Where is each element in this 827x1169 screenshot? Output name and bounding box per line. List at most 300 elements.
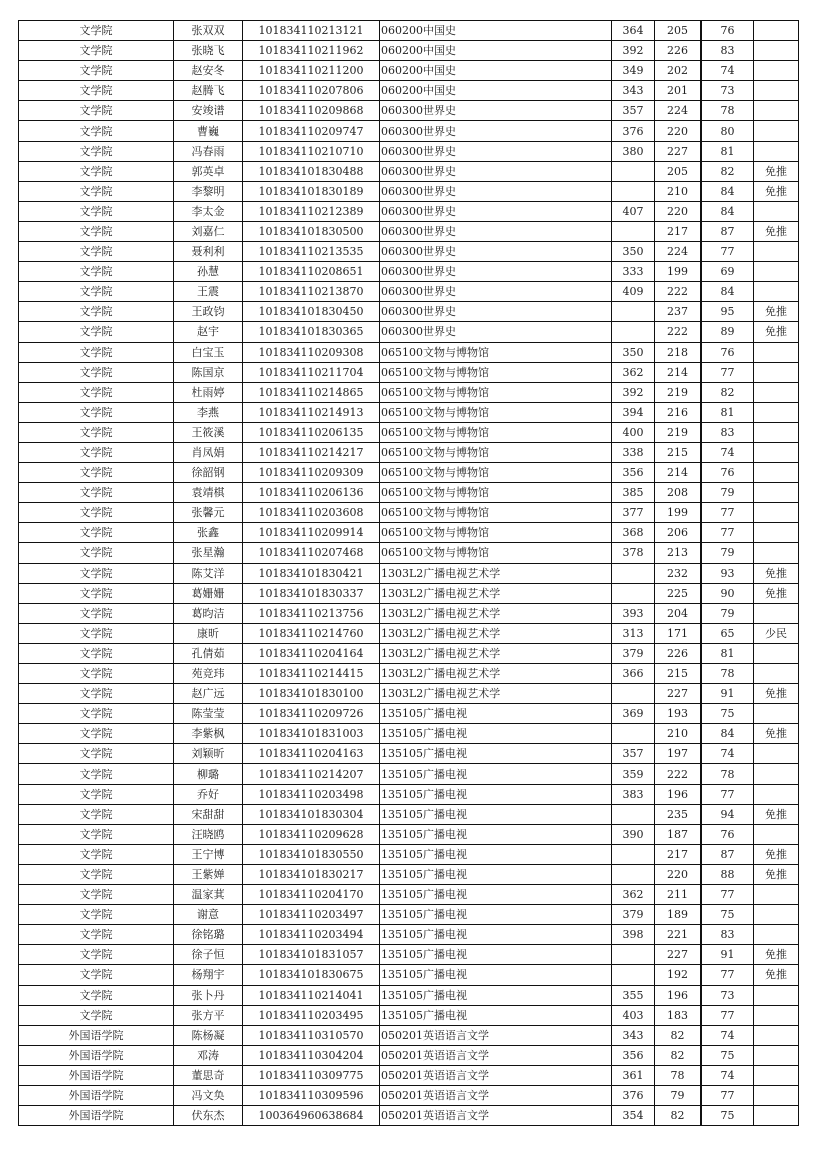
table-row: [19, 925, 799, 945]
note-cell: [754, 764, 799, 784]
final-score-cell: 84: [701, 201, 754, 221]
final-score-cell: 74: [701, 1025, 754, 1045]
total-score-cell: [612, 161, 655, 181]
table-row: [19, 221, 799, 241]
candidate-id-cell: 101834110304204: [243, 1045, 380, 1065]
name-cell: 张鑫: [174, 523, 243, 543]
prelim-score-cell: 196: [655, 784, 702, 804]
prelim-score-cell: 224: [655, 242, 702, 262]
note-cell: [754, 885, 799, 905]
prelim-score-cell: 216: [655, 402, 702, 422]
name-cell: 徐铭璐: [174, 925, 243, 945]
final-score-cell: 77: [701, 523, 754, 543]
name-cell: 白宝玉: [174, 342, 243, 362]
college-cell: 文学院: [19, 201, 174, 221]
table-row: [19, 141, 799, 161]
prelim-score-cell: 227: [655, 945, 702, 965]
major-cell: 065100文物与博物馆: [380, 503, 612, 523]
prelim-score-cell: 214: [655, 463, 702, 483]
note-cell: [754, 362, 799, 382]
candidate-id-cell: 100364960638684: [243, 1106, 380, 1126]
table-row: [19, 985, 799, 1005]
note-cell: [754, 201, 799, 221]
candidate-id-cell: 101834110204164: [243, 643, 380, 663]
name-cell: 刘颖昕: [174, 744, 243, 764]
table-row: [19, 1025, 799, 1045]
note-cell: [754, 21, 799, 41]
total-score-cell: 403: [612, 1005, 655, 1025]
table-row: [19, 21, 799, 41]
total-score-cell: 407: [612, 201, 655, 221]
college-cell: 文学院: [19, 282, 174, 302]
candidate-id-cell: 101834110203498: [243, 784, 380, 804]
name-cell: 张双双: [174, 21, 243, 41]
total-score-cell: 355: [612, 985, 655, 1005]
name-cell: 伏东杰: [174, 1106, 243, 1126]
table-row: [19, 1106, 799, 1126]
final-score-cell: 77: [701, 503, 754, 523]
major-cell: 135105广播电视: [380, 804, 612, 824]
major-cell: 060300世界史: [380, 181, 612, 201]
college-cell: 文学院: [19, 1005, 174, 1025]
table-row: [19, 623, 799, 643]
note-cell: [754, 402, 799, 422]
final-score-cell: 75: [701, 704, 754, 724]
note-cell: [754, 81, 799, 101]
table-row: [19, 744, 799, 764]
name-cell: 邓涛: [174, 1045, 243, 1065]
college-cell: 文学院: [19, 804, 174, 824]
total-score-cell: 383: [612, 784, 655, 804]
total-score-cell: 385: [612, 483, 655, 503]
table-row: [19, 864, 799, 884]
candidate-id-cell: 101834110206136: [243, 483, 380, 503]
note-cell: [754, 262, 799, 282]
note-cell: [754, 442, 799, 462]
final-score-cell: 87: [701, 844, 754, 864]
final-score-cell: 81: [701, 643, 754, 663]
candidate-id-cell: 101834110203494: [243, 925, 380, 945]
prelim-score-cell: 211: [655, 885, 702, 905]
prelim-score-cell: 235: [655, 804, 702, 824]
candidate-id-cell: 101834110204163: [243, 744, 380, 764]
total-score-cell: 379: [612, 905, 655, 925]
total-score-cell: [612, 563, 655, 583]
candidate-id-cell: 101834101830100: [243, 684, 380, 704]
college-cell: 文学院: [19, 643, 174, 663]
name-cell: 聂利利: [174, 242, 243, 262]
table-row: [19, 161, 799, 181]
candidate-id-cell: 101834110213535: [243, 242, 380, 262]
total-score-cell: 356: [612, 463, 655, 483]
name-cell: 李燕: [174, 402, 243, 422]
note-cell: [754, 61, 799, 81]
name-cell: 李紫枫: [174, 724, 243, 744]
candidate-id-cell: 101834101830500: [243, 221, 380, 241]
note-cell: 免推: [754, 583, 799, 603]
note-cell: [754, 1045, 799, 1065]
name-cell: 徐子恒: [174, 945, 243, 965]
table-row: [19, 382, 799, 402]
total-score-cell: 380: [612, 141, 655, 161]
table-row: [19, 945, 799, 965]
prelim-score-cell: 206: [655, 523, 702, 543]
final-score-cell: 83: [701, 925, 754, 945]
table-row: [19, 61, 799, 81]
major-cell: 135105广播电视: [380, 885, 612, 905]
total-score-cell: 349: [612, 61, 655, 81]
candidate-id-cell: 101834110214760: [243, 623, 380, 643]
table-row: [19, 302, 799, 322]
total-score-cell: 343: [612, 1025, 655, 1045]
note-cell: 免推: [754, 302, 799, 322]
final-score-cell: 81: [701, 141, 754, 161]
name-cell: 苑竞玮: [174, 664, 243, 684]
note-cell: 免推: [754, 844, 799, 864]
college-cell: 文学院: [19, 844, 174, 864]
final-score-cell: 77: [701, 784, 754, 804]
candidate-id-cell: 101834110209747: [243, 121, 380, 141]
table-row: [19, 1005, 799, 1025]
major-cell: 135105广播电视: [380, 985, 612, 1005]
major-cell: 065100文物与博物馆: [380, 483, 612, 503]
college-cell: 文学院: [19, 422, 174, 442]
table-row: [19, 503, 799, 523]
final-score-cell: 89: [701, 322, 754, 342]
final-score-cell: 83: [701, 41, 754, 61]
prelim-score-cell: 217: [655, 844, 702, 864]
college-cell: 文学院: [19, 543, 174, 563]
college-cell: 外国语学院: [19, 1065, 174, 1085]
final-score-cell: 83: [701, 422, 754, 442]
final-score-cell: 87: [701, 221, 754, 241]
table-row: [19, 362, 799, 382]
candidate-id-cell: 101834101830365: [243, 322, 380, 342]
prelim-score-cell: 215: [655, 664, 702, 684]
name-cell: 张馨元: [174, 503, 243, 523]
final-score-cell: 91: [701, 945, 754, 965]
final-score-cell: 79: [701, 543, 754, 563]
major-cell: 1303L2广播电视艺术学: [380, 623, 612, 643]
final-score-cell: 81: [701, 402, 754, 422]
prelim-score-cell: 210: [655, 181, 702, 201]
table-row: [19, 603, 799, 623]
college-cell: 文学院: [19, 181, 174, 201]
table-row: [19, 965, 799, 985]
note-cell: [754, 282, 799, 302]
candidate-id-cell: 101834110209309: [243, 463, 380, 483]
final-score-cell: 74: [701, 1065, 754, 1085]
college-cell: 文学院: [19, 221, 174, 241]
final-score-cell: 77: [701, 1085, 754, 1105]
prelim-score-cell: 226: [655, 41, 702, 61]
final-score-cell: 84: [701, 724, 754, 744]
total-score-cell: 338: [612, 442, 655, 462]
major-cell: 065100文物与博物馆: [380, 342, 612, 362]
total-score-cell: [612, 804, 655, 824]
major-cell: 065100文物与博物馆: [380, 362, 612, 382]
note-cell: [754, 824, 799, 844]
name-cell: 徐韶钢: [174, 463, 243, 483]
table-row: [19, 41, 799, 61]
college-cell: 文学院: [19, 121, 174, 141]
college-cell: 文学院: [19, 322, 174, 342]
prelim-score-cell: 222: [655, 282, 702, 302]
candidate-id-cell: 101834101830304: [243, 804, 380, 824]
candidate-id-cell: 101834110211962: [243, 41, 380, 61]
name-cell: 冯文奂: [174, 1085, 243, 1105]
prelim-score-cell: 193: [655, 704, 702, 724]
major-cell: 135105广播电视: [380, 945, 612, 965]
note-cell: [754, 1085, 799, 1105]
college-cell: 文学院: [19, 61, 174, 81]
name-cell: 赵宇: [174, 322, 243, 342]
table-body: [19, 21, 799, 1126]
total-score-cell: [612, 221, 655, 241]
final-score-cell: 77: [701, 1005, 754, 1025]
table-row: [19, 824, 799, 844]
major-cell: 135105广播电视: [380, 925, 612, 945]
candidate-id-cell: 101834110210710: [243, 141, 380, 161]
college-cell: 文学院: [19, 764, 174, 784]
college-cell: 文学院: [19, 242, 174, 262]
prelim-score-cell: 197: [655, 744, 702, 764]
college-cell: 文学院: [19, 664, 174, 684]
prelim-score-cell: 82: [655, 1106, 702, 1126]
table-row: [19, 563, 799, 583]
total-score-cell: 361: [612, 1065, 655, 1085]
note-cell: 免推: [754, 945, 799, 965]
final-score-cell: 77: [701, 362, 754, 382]
major-cell: 060200中国史: [380, 21, 612, 41]
name-cell: 王筱溪: [174, 422, 243, 442]
total-score-cell: [612, 864, 655, 884]
major-cell: 060300世界史: [380, 101, 612, 121]
note-cell: [754, 121, 799, 141]
prelim-score-cell: 226: [655, 643, 702, 663]
total-score-cell: 369: [612, 704, 655, 724]
final-score-cell: 78: [701, 664, 754, 684]
name-cell: 陈杨凝: [174, 1025, 243, 1045]
total-score-cell: 409: [612, 282, 655, 302]
major-cell: 060300世界史: [380, 262, 612, 282]
total-score-cell: [612, 945, 655, 965]
name-cell: 王宁博: [174, 844, 243, 864]
college-cell: 文学院: [19, 21, 174, 41]
prelim-score-cell: 232: [655, 563, 702, 583]
candidate-id-cell: 101834110209308: [243, 342, 380, 362]
name-cell: 曹巍: [174, 121, 243, 141]
college-cell: 文学院: [19, 101, 174, 121]
candidate-id-cell: 101834110203495: [243, 1005, 380, 1025]
major-cell: 065100文物与博物馆: [380, 402, 612, 422]
college-cell: 文学院: [19, 342, 174, 362]
final-score-cell: 76: [701, 21, 754, 41]
prelim-score-cell: 205: [655, 161, 702, 181]
table-row: [19, 1085, 799, 1105]
name-cell: 康昕: [174, 623, 243, 643]
college-cell: 文学院: [19, 81, 174, 101]
college-cell: 文学院: [19, 362, 174, 382]
table-row: [19, 342, 799, 362]
candidate-id-cell: 101834110213870: [243, 282, 380, 302]
college-cell: 文学院: [19, 905, 174, 925]
note-cell: [754, 1005, 799, 1025]
college-cell: 文学院: [19, 141, 174, 161]
name-cell: 安竣谱: [174, 101, 243, 121]
final-score-cell: 77: [701, 965, 754, 985]
prelim-score-cell: 202: [655, 61, 702, 81]
final-score-cell: 95: [701, 302, 754, 322]
major-cell: 135105广播电视: [380, 1005, 612, 1025]
name-cell: 陈莹莹: [174, 704, 243, 724]
major-cell: 065100文物与博物馆: [380, 442, 612, 462]
major-cell: 060200中国史: [380, 41, 612, 61]
name-cell: 杨翔宇: [174, 965, 243, 985]
prelim-score-cell: 220: [655, 864, 702, 884]
table-row: [19, 724, 799, 744]
total-score-cell: 376: [612, 1085, 655, 1105]
table-row: [19, 764, 799, 784]
prelim-score-cell: 205: [655, 21, 702, 41]
college-cell: 文学院: [19, 704, 174, 724]
table-row: [19, 282, 799, 302]
prelim-score-cell: 227: [655, 141, 702, 161]
name-cell: 温家萁: [174, 885, 243, 905]
prelim-score-cell: 215: [655, 442, 702, 462]
note-cell: 免推: [754, 724, 799, 744]
major-cell: 060300世界史: [380, 282, 612, 302]
final-score-cell: 91: [701, 684, 754, 704]
table-row: [19, 322, 799, 342]
major-cell: 135105广播电视: [380, 864, 612, 884]
major-cell: 1303L2广播电视艺术学: [380, 603, 612, 623]
college-cell: 文学院: [19, 784, 174, 804]
college-cell: 文学院: [19, 262, 174, 282]
major-cell: 060300世界史: [380, 302, 612, 322]
candidate-id-cell: 101834110211200: [243, 61, 380, 81]
major-cell: 065100文物与博物馆: [380, 382, 612, 402]
college-cell: 文学院: [19, 985, 174, 1005]
major-cell: 1303L2广播电视艺术学: [380, 664, 612, 684]
name-cell: 张方平: [174, 1005, 243, 1025]
total-score-cell: [612, 322, 655, 342]
prelim-score-cell: 196: [655, 985, 702, 1005]
major-cell: 065100文物与博物馆: [380, 422, 612, 442]
candidate-id-cell: 101834101831057: [243, 945, 380, 965]
major-cell: 065100文物与博物馆: [380, 463, 612, 483]
final-score-cell: 69: [701, 262, 754, 282]
major-cell: 1303L2广播电视艺术学: [380, 583, 612, 603]
prelim-score-cell: 218: [655, 342, 702, 362]
name-cell: 赵广远: [174, 684, 243, 704]
name-cell: 李太金: [174, 201, 243, 221]
college-cell: 文学院: [19, 885, 174, 905]
name-cell: 宋甜甜: [174, 804, 243, 824]
final-score-cell: 79: [701, 483, 754, 503]
prelim-score-cell: 189: [655, 905, 702, 925]
total-score-cell: 377: [612, 503, 655, 523]
prelim-score-cell: 210: [655, 724, 702, 744]
major-cell: 050201英语语言文学: [380, 1025, 612, 1045]
note-cell: 免推: [754, 965, 799, 985]
table-row: [19, 201, 799, 221]
name-cell: 冯春雨: [174, 141, 243, 161]
note-cell: [754, 422, 799, 442]
candidate-id-cell: 101834110214041: [243, 985, 380, 1005]
candidate-id-cell: 101834110213121: [243, 21, 380, 41]
final-score-cell: 73: [701, 985, 754, 1005]
table-row: [19, 664, 799, 684]
college-cell: 文学院: [19, 623, 174, 643]
prelim-score-cell: 78: [655, 1065, 702, 1085]
prelim-score-cell: 82: [655, 1045, 702, 1065]
major-cell: 060300世界史: [380, 322, 612, 342]
name-cell: 陈国京: [174, 362, 243, 382]
college-cell: 文学院: [19, 744, 174, 764]
major-cell: 065100文物与博物馆: [380, 543, 612, 563]
candidate-id-cell: 101834110212389: [243, 201, 380, 221]
total-score-cell: 333: [612, 262, 655, 282]
table-row: [19, 422, 799, 442]
candidate-id-cell: 101834110209868: [243, 101, 380, 121]
college-cell: 文学院: [19, 442, 174, 462]
note-cell: 免推: [754, 864, 799, 884]
table-row: [19, 101, 799, 121]
major-cell: 1303L2广播电视艺术学: [380, 643, 612, 663]
college-cell: 文学院: [19, 864, 174, 884]
note-cell: [754, 784, 799, 804]
major-cell: 135105广播电视: [380, 965, 612, 985]
college-cell: 文学院: [19, 41, 174, 61]
table-row: [19, 402, 799, 422]
note-cell: 免推: [754, 563, 799, 583]
name-cell: 王政钧: [174, 302, 243, 322]
table-row: [19, 463, 799, 483]
total-score-cell: [612, 583, 655, 603]
final-score-cell: 65: [701, 623, 754, 643]
total-score-cell: 357: [612, 101, 655, 121]
name-cell: 杜雨婷: [174, 382, 243, 402]
note-cell: 免推: [754, 322, 799, 342]
total-score-cell: 400: [612, 422, 655, 442]
name-cell: 张星瀚: [174, 543, 243, 563]
name-cell: 汪晓鸥: [174, 824, 243, 844]
total-score-cell: 368: [612, 523, 655, 543]
final-score-cell: 78: [701, 101, 754, 121]
final-score-cell: 79: [701, 603, 754, 623]
table-row: [19, 181, 799, 201]
table-row: [19, 804, 799, 824]
total-score-cell: 356: [612, 1045, 655, 1065]
note-cell: [754, 543, 799, 563]
prelim-score-cell: 227: [655, 684, 702, 704]
table-row: [19, 1045, 799, 1065]
total-score-cell: [612, 724, 655, 744]
total-score-cell: 350: [612, 242, 655, 262]
candidate-id-cell: 101834110211704: [243, 362, 380, 382]
note-cell: [754, 1025, 799, 1045]
note-cell: [754, 985, 799, 1005]
note-cell: [754, 925, 799, 945]
table-row: [19, 242, 799, 262]
college-cell: 文学院: [19, 945, 174, 965]
prelim-score-cell: 224: [655, 101, 702, 121]
note-cell: [754, 483, 799, 503]
final-score-cell: 78: [701, 764, 754, 784]
candidate-id-cell: 101834101830450: [243, 302, 380, 322]
prelim-score-cell: 171: [655, 623, 702, 643]
